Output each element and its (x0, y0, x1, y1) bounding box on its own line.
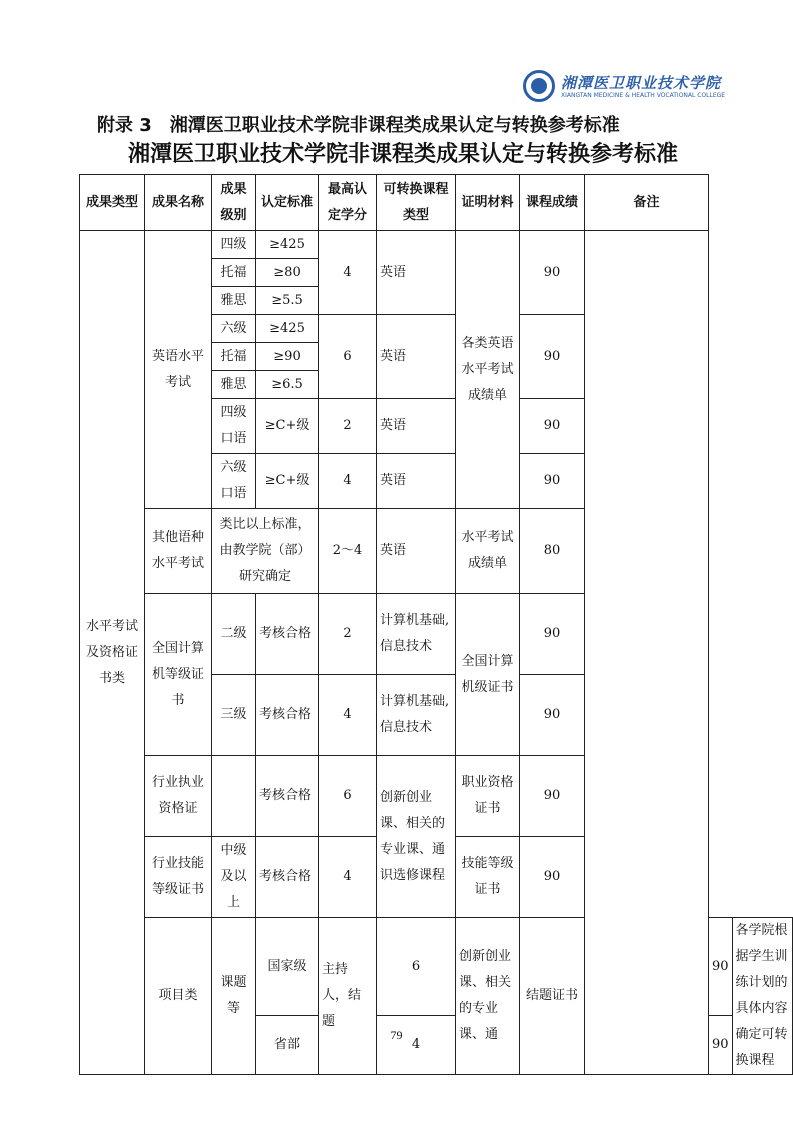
level-cell: 六级 (212, 315, 256, 343)
credit-cell: 6 (377, 918, 456, 1016)
credit-cell: 2 (319, 594, 377, 675)
course-type-cell: 计算机基础,信息技术 (377, 675, 456, 756)
standard-cell: 考核合格 (256, 837, 319, 918)
logo-name-en: XIANGTAN MEDICINE & HEALTH VOCATIONAL COLLEGE (561, 92, 726, 99)
score-cell: 90 (520, 315, 585, 399)
standard-cell: 类比以上标准，由教学院（部）研究确定 (212, 509, 319, 594)
achievement-name-cell: 行业执业资格证 (145, 756, 212, 837)
level-cell: 四级 (212, 231, 256, 259)
proof-cell: 技能等级证书 (456, 837, 520, 918)
proof-cell: 结题证书 (520, 918, 585, 1075)
level-cell: 中级及以上 (212, 837, 256, 918)
credit-cell: 6 (319, 756, 377, 837)
level-cell: 雅思 (212, 371, 256, 399)
level-cell: 雅思 (212, 287, 256, 315)
standard-cell: ≥425 (256, 231, 319, 259)
credit-cell: 4 (319, 837, 377, 918)
header-cell: 认定标准 (256, 175, 319, 231)
header-cell: 可转换课程类型 (377, 175, 456, 231)
credit-cell: 2 (319, 399, 377, 454)
standard-cell: ≥C+级 (256, 454, 319, 509)
standard-cell: 主持人，结题 (319, 918, 377, 1075)
header-cell: 成果名称 (145, 175, 212, 231)
score-cell: 90 (520, 756, 585, 837)
score-cell: 90 (709, 1016, 733, 1075)
college-logo (523, 70, 726, 104)
level-cell: 二级 (212, 594, 256, 675)
score-cell: 90 (520, 837, 585, 918)
proof-cell: 各类英语水平考试成绩单 (456, 231, 520, 509)
document-title: 湘潭医卫职业技术学院非课程类成果认定与转换参考标准 (128, 142, 679, 167)
header-cell: 最高认定学分 (319, 175, 377, 231)
score-cell: 90 (520, 675, 585, 756)
appendix-title: 湘潭医卫职业技术学院非课程类成果认定与转换参考标准 (169, 115, 620, 136)
note-cell (585, 231, 709, 1075)
note-cell: 各学院根据学生训练计划的具体内容确定可转换课程 (732, 918, 792, 1075)
score-cell: 90 (520, 231, 585, 315)
credit-cell: 4 (377, 1016, 456, 1075)
standard-cell: 考核合格 (256, 594, 319, 675)
header-cell: 成果级别 (212, 175, 256, 231)
course-type-cell: 英语 (377, 454, 456, 509)
achievement-name-cell: 全国计算机等级证书 (145, 594, 212, 756)
standard-cell: ≥6.5 (256, 371, 319, 399)
college-seal-icon (523, 70, 555, 102)
appendix-label: 附录 3 (97, 115, 152, 136)
credit-cell: 2～4 (319, 509, 377, 594)
conversion-standard-table (79, 174, 793, 1075)
table-header-row (80, 175, 793, 231)
achievement-name-cell: 英语水平考试 (145, 231, 212, 509)
course-type-cell: 英语 (377, 399, 456, 454)
level-cell: 国家级 (256, 918, 319, 1016)
level-cell: 三级 (212, 675, 256, 756)
course-type-cell: 创新创业课、相关的专业课、通 (456, 918, 520, 1075)
score-cell: 80 (520, 509, 585, 594)
proof-cell: 全国计算机级证书 (456, 594, 520, 756)
score-cell: 90 (520, 454, 585, 509)
table-row (80, 231, 793, 259)
achievement-name-cell: 其他语种水平考试 (145, 509, 212, 594)
credit-cell: 4 (319, 231, 377, 315)
credit-cell: 4 (319, 454, 377, 509)
standard-cell: ≥425 (256, 315, 319, 343)
level-cell (212, 756, 256, 837)
category-cell: 水平考试及资格证书类 (80, 231, 145, 1075)
standard-cell: ≥C+级 (256, 399, 319, 454)
standard-cell: ≥90 (256, 343, 319, 371)
header-cell: 课程成绩 (520, 175, 585, 231)
logo-name-cn: 湘潭医卫职业技术学院 (561, 74, 722, 92)
standard-cell: 考核合格 (256, 756, 319, 837)
level-cell: 省部 (256, 1016, 319, 1075)
achievement-name-cell: 课题等 (212, 918, 256, 1075)
course-type-cell: 英语 (377, 509, 456, 594)
proof-cell: 水平考试成绩单 (456, 509, 520, 594)
achievement-name-cell: 行业技能等级证书 (145, 837, 212, 918)
header-cell: 备注 (585, 175, 709, 231)
standard-cell: ≥5.5 (256, 287, 319, 315)
standard-cell: 考核合格 (256, 675, 319, 756)
level-cell: 六级口语 (212, 454, 256, 509)
category-cell: 项目类 (145, 918, 212, 1075)
proof-cell: 职业资格证书 (456, 756, 520, 837)
standard-cell: ≥80 (256, 259, 319, 287)
score-cell: 90 (520, 594, 585, 675)
credit-cell: 4 (319, 675, 377, 756)
credit-cell: 6 (319, 315, 377, 399)
level-cell: 托福 (212, 259, 256, 287)
header-cell: 证明材料 (456, 175, 520, 231)
score-cell: 90 (709, 918, 733, 1016)
header-cell: 成果类型 (80, 175, 145, 231)
level-cell: 托福 (212, 343, 256, 371)
course-type-cell: 创新创业课、相关的专业课、通识选修课程 (377, 756, 456, 918)
appendix-heading (97, 111, 620, 137)
course-type-cell: 计算机基础,信息技术 (377, 594, 456, 675)
course-type-cell: 英语 (377, 231, 456, 315)
score-cell: 90 (520, 399, 585, 454)
course-type-cell: 英语 (377, 315, 456, 399)
page-number: 79 (390, 1028, 403, 1042)
level-cell: 四级口语 (212, 399, 256, 454)
